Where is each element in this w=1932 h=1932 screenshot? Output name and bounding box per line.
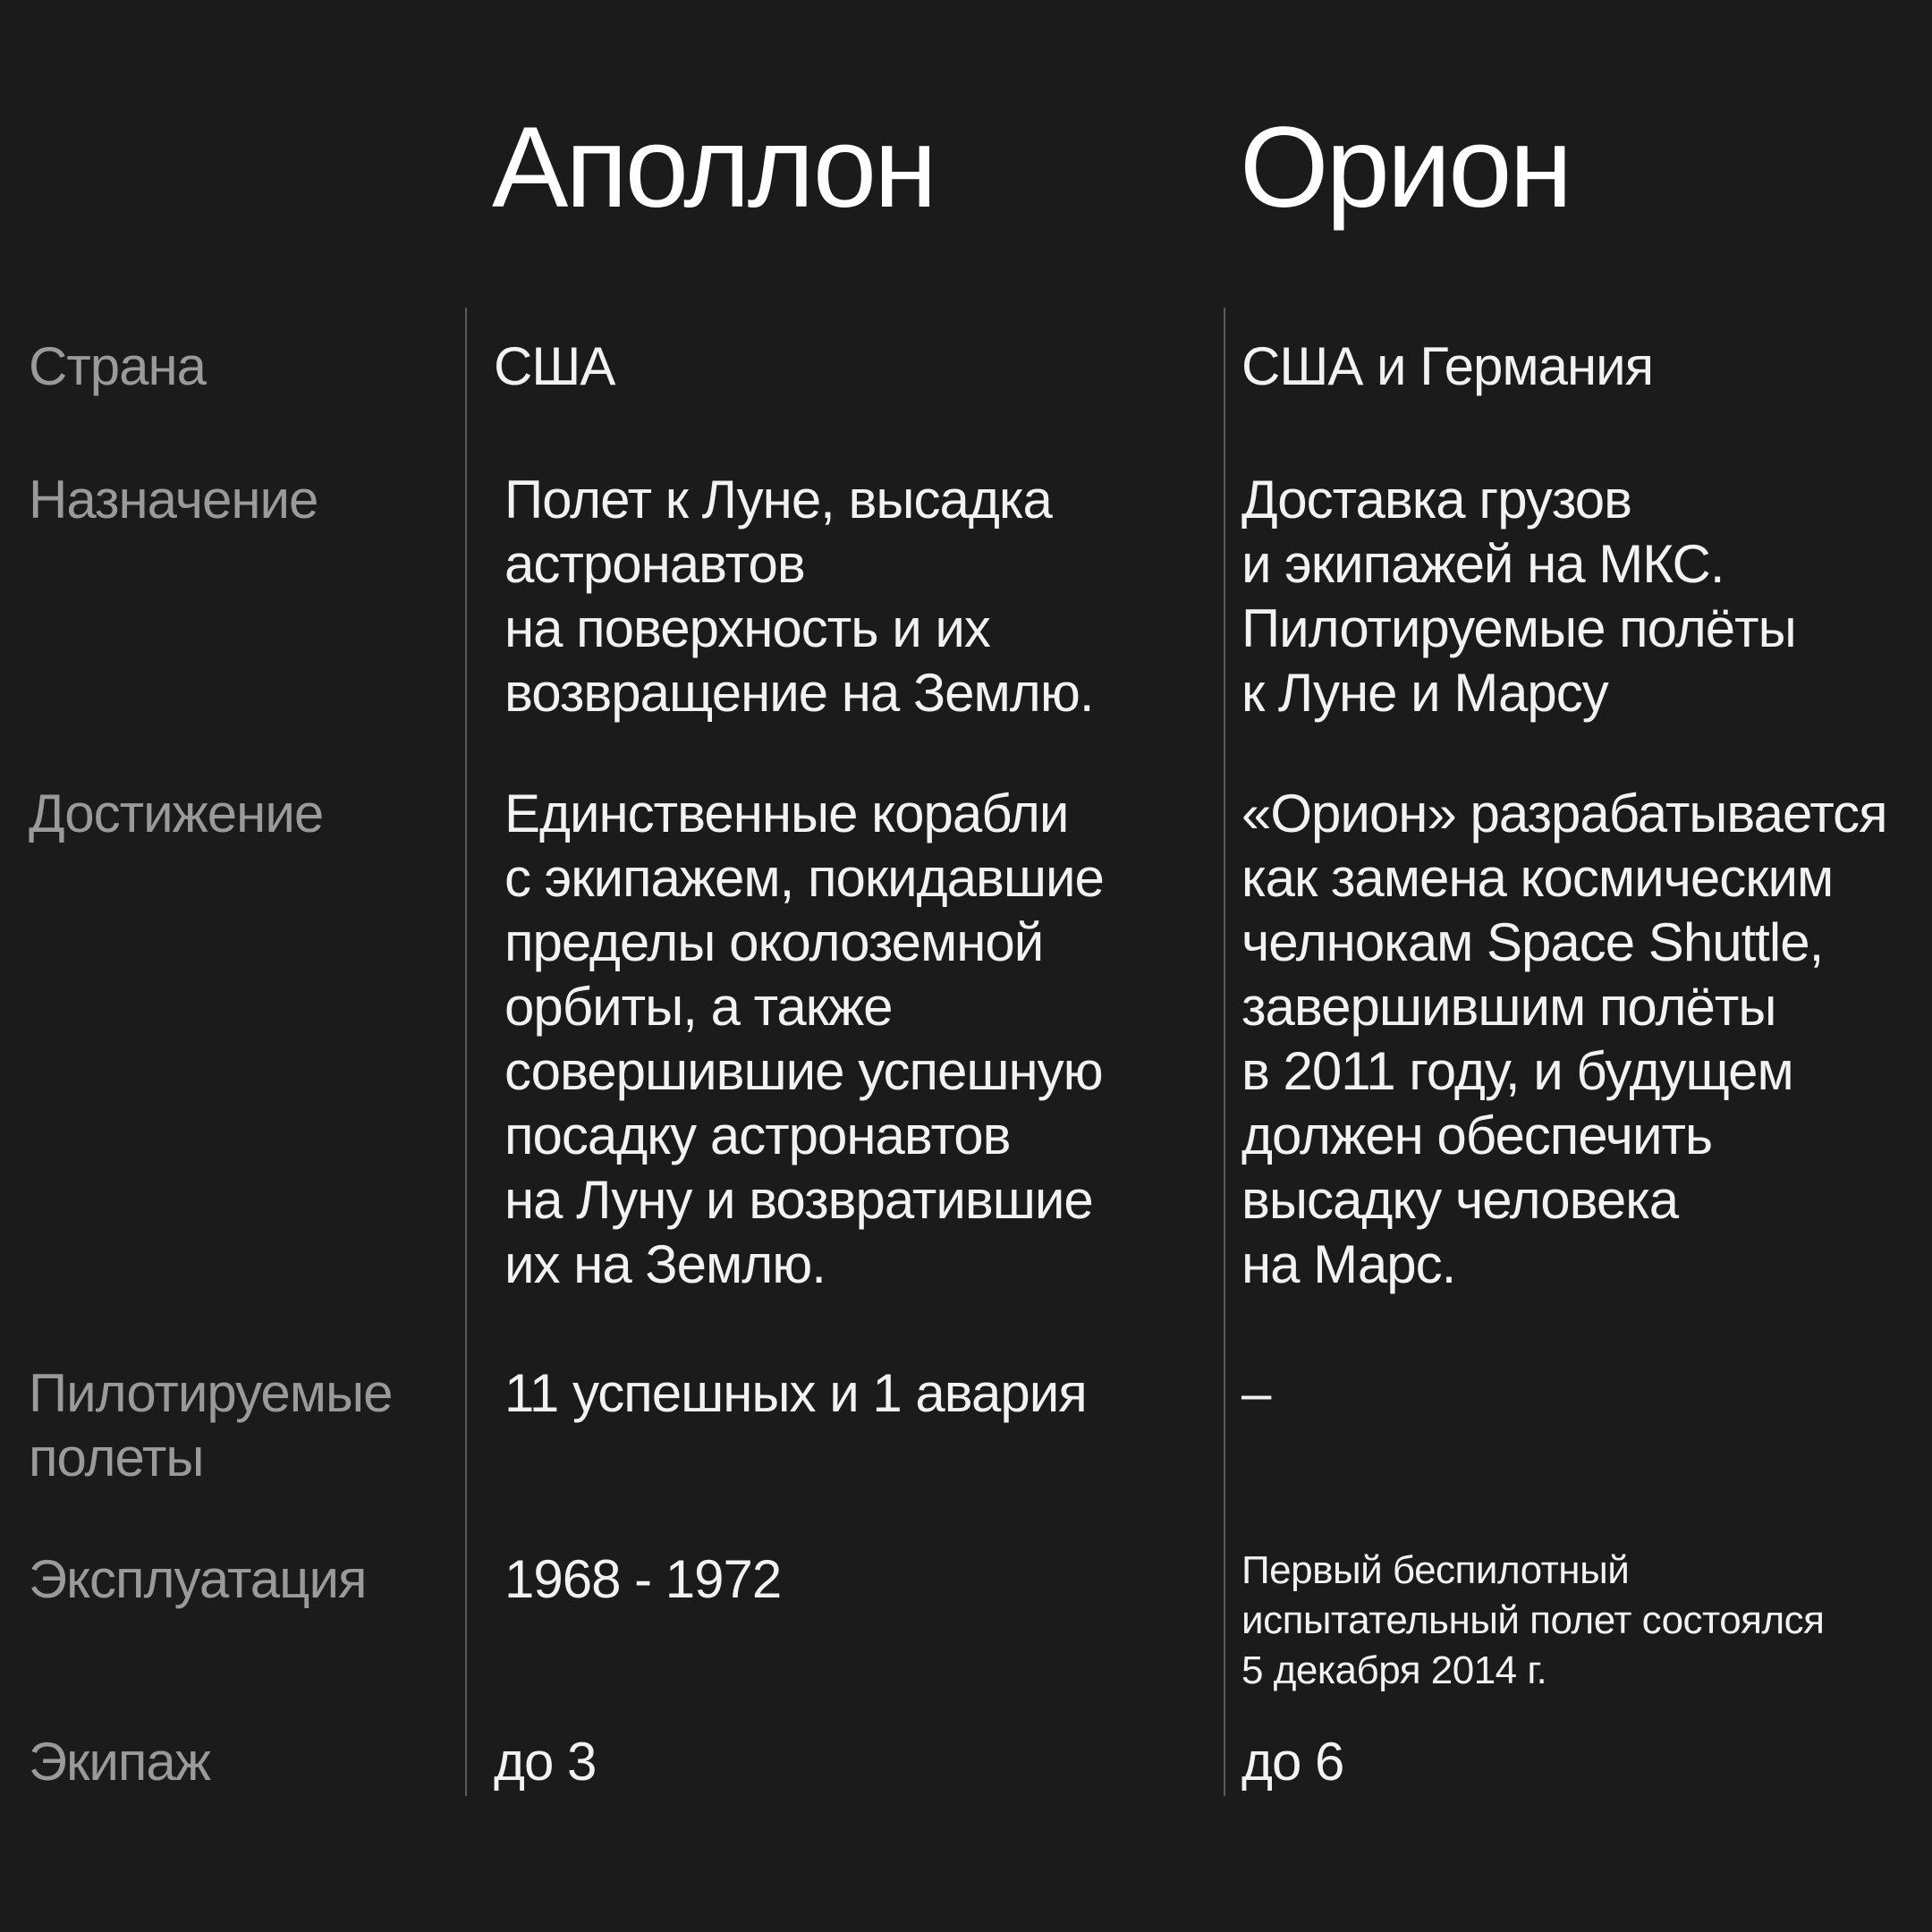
orion-achievement: [1241, 782, 1887, 1297]
orion-crewed-flights: –: [1241, 1363, 1271, 1423]
orion-country: США и Германия: [1241, 336, 1654, 396]
text-line: на поверхность и их: [504, 598, 990, 658]
text-line: Пилотируемые: [29, 1363, 393, 1423]
text-line: совершившие успешную: [504, 1041, 1103, 1101]
text-line: завершившим полёты: [1241, 977, 1776, 1037]
column-divider: [465, 308, 467, 1796]
text-line: должен обеспечить: [1241, 1106, 1713, 1165]
text-line: «Орион» разрабатывается: [1241, 784, 1887, 843]
row-label-operation: Эксплуатация: [29, 1549, 367, 1609]
row-label-crew: Экипаж: [29, 1732, 210, 1792]
text-line: возвращение на Землю.: [504, 663, 1094, 723]
text-line: как замена космическим: [1241, 848, 1834, 908]
text-line: 5 декабря 2014 г.: [1241, 1648, 1547, 1692]
text-line: в 2011 году, и будущем: [1241, 1041, 1793, 1101]
apollo-country: США: [494, 336, 615, 396]
apollo-purpose: [504, 468, 1093, 725]
text-line: посадку астронавтов: [504, 1106, 1011, 1165]
text-line: к Луне и Марсу: [1241, 663, 1608, 723]
text-line: высадку человека: [1241, 1170, 1679, 1230]
apollo-achievement: [504, 782, 1104, 1297]
text-line: астронавтов: [504, 534, 805, 594]
text-line: и экипажей на МКС.: [1241, 534, 1724, 594]
text-line: испытательный полет состоялся: [1241, 1598, 1825, 1642]
apollo-crewed-flights: 11 успешных и 1 авария: [504, 1363, 1087, 1423]
text-line: их на Землю.: [504, 1234, 826, 1294]
row-label-crewed-flights: [29, 1361, 393, 1490]
text-line: на Луну и возвратившие: [504, 1170, 1093, 1230]
row-label-country: Страна: [29, 336, 207, 396]
text-line: Пилотируемые полёты: [1241, 598, 1796, 658]
orion-operation: [1241, 1546, 1825, 1696]
text-line: орбиты, а также: [504, 977, 893, 1037]
column-header-apollo: Аполлон: [492, 104, 935, 232]
row-label-purpose: Назначение: [29, 470, 318, 530]
text-line: Доставка грузов: [1241, 470, 1631, 530]
text-line: на Марс.: [1241, 1234, 1456, 1294]
apollo-crew: до 3: [494, 1732, 597, 1792]
text-line: полеты: [29, 1428, 204, 1487]
row-label-achievement: Достижение: [29, 784, 324, 843]
text-line: с экипажем, покидавшие: [504, 848, 1104, 908]
text-line: Первый беспилотный: [1241, 1548, 1630, 1592]
text-line: Единственные корабли: [504, 784, 1069, 843]
column-header-orion: Орион: [1240, 104, 1571, 232]
text-line: Полет к Луне, высадка: [504, 470, 1052, 530]
column-divider: [1224, 308, 1225, 1796]
text-line: пределы околоземной: [504, 912, 1044, 972]
orion-crew: до 6: [1241, 1732, 1344, 1792]
orion-purpose: [1241, 468, 1796, 725]
apollo-operation: 1968 - 1972: [504, 1549, 782, 1609]
text-line: челнокам Space Shuttle,: [1241, 912, 1824, 972]
